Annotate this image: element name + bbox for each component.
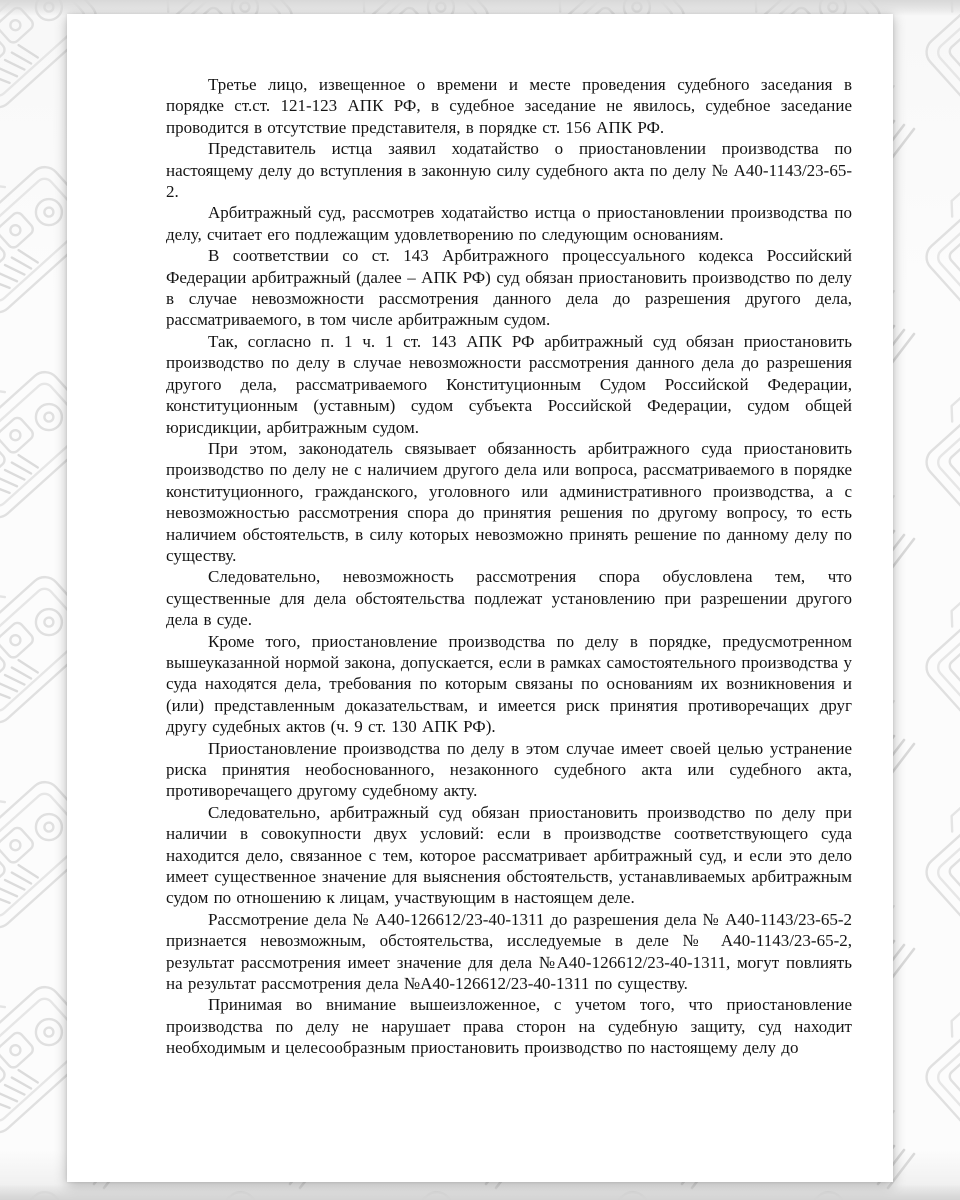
- paragraph-impossibility-reason: Следовательно, невозможность рассмотрения спора обусловлена тем, что существенные для дела обстоятельства подлежат установлению при разрешении другого дела в суде.: [166, 567, 852, 630]
- paragraph-conclusion: Принимая во внимание вышеизложенное, с учетом того, что приостановление производства по делу не нарушает права сторон на судебную защиту, суд находит необходимым и целесообразным приостановить производство по настоящему делу до: [166, 995, 852, 1058]
- paragraph-case-numbers: Рассмотрение дела № А40-126612/23-40-1311 до разрешения дела № А40-1143/23-65-2 признается невозможным, обстоятельства, исследуемые в деле № А40-1143/23-65-2, результат рассмотрения имеет значение для дела №А40-126612/23-40-1311, могут повлиять на результат рассмотрения дела №А40-126612/23-40-1311 по существу.: [166, 909, 852, 994]
- paragraph-third-party-notice: Третье лицо, извещенное о времени и месте проведения судебного заседания в порядке ст.ст. 121-123 АПК РФ, в судебное заседание не явилось, судебное заседание проводится в отсутствие представителя, в порядке ст. 156 АПК РФ.: [166, 75, 852, 137]
- document-page: [67, 14, 893, 1182]
- paragraph-motion-to-suspend: Представитель истца заявил ходатайство о приостановлении производства по настоящему делу до вступления в законную силу судебного акта по делу № А40-1143/23-65-2.: [166, 139, 852, 202]
- paragraph-apk-article-130: Кроме того, приостановление производства по делу в порядке, предусмотренном вышеуказанной нормой закона, допускается, если в рамках самостоятельного производства у суда находятся дела, требования по которым связаны по основаниям их возникновения и (или) представленным доказательствам, и имеется риск принятия противоречащих друг другу судебных актов (ч. 9 ст. 130 АПК РФ).: [166, 631, 852, 737]
- paragraph-two-conditions: Следовательно, арбитражный суд обязан приостановить производство по делу при наличии в совокупности двух условий: если в производстве соответствующего суда находится дело, связанное с тем, которое рассматривает арбитражный суд, и если это дело имеет существенное значение для выяснения обстоятельств, устанавливаемых арбитражным судом по отношению к лицам, участвующим в настоящем деле.: [166, 802, 852, 908]
- document-text-block: [166, 74, 852, 1059]
- paragraph-apk-143-part1: Так, согласно п. 1 ч. 1 ст. 143 АПК РФ арбитражный суд обязан приостановить производство по делу в случае невозможности рассмотрения данного дела до разрешения другого дела, рассматриваемого Конституционным Судом Российской Федерации, конституционным (уставным) судом субъекта Российской Федерации, судом общей юрисдикции, арбитражным судом.: [166, 331, 852, 437]
- paragraph-court-considers-motion: Арбитражный суд, рассмотрев ходатайство истца о приостановлении производства по делу, считает его подлежащим удовлетворению по следующим основаниям.: [166, 203, 852, 244]
- paragraph-apk-article-143: В соответствии со ст. 143 Арбитражного процессуального кодекса Российский Федерации арбитражный (далее – АПК РФ) суд обязан приостановить производство по делу в случае невозможности рассмотрения данного дела до разрешения другого дела, рассматриваемого, в том числе арбитражным судом.: [166, 246, 852, 330]
- paragraph-legislator-link: При этом, законодатель связывает обязанность арбитражного суда приостановить производство по делу не с наличием другого дела или вопроса, рассматриваемого в порядке конституционного, гражданского, уголовного или административного производства, а с невозможностью рассмотрения спора до принятия решения по другому вопросу, то есть наличием обстоятельств, в силу которых невозможно принять решение по данному делу по существу.: [166, 438, 852, 565]
- paragraph-suspension-purpose: Приостановление производства по делу в этом случае имеет своей целью устранение риска принятия необоснованного, незаконного судебного акта или судебного акта, противоречащего другому судебному акту.: [166, 738, 852, 801]
